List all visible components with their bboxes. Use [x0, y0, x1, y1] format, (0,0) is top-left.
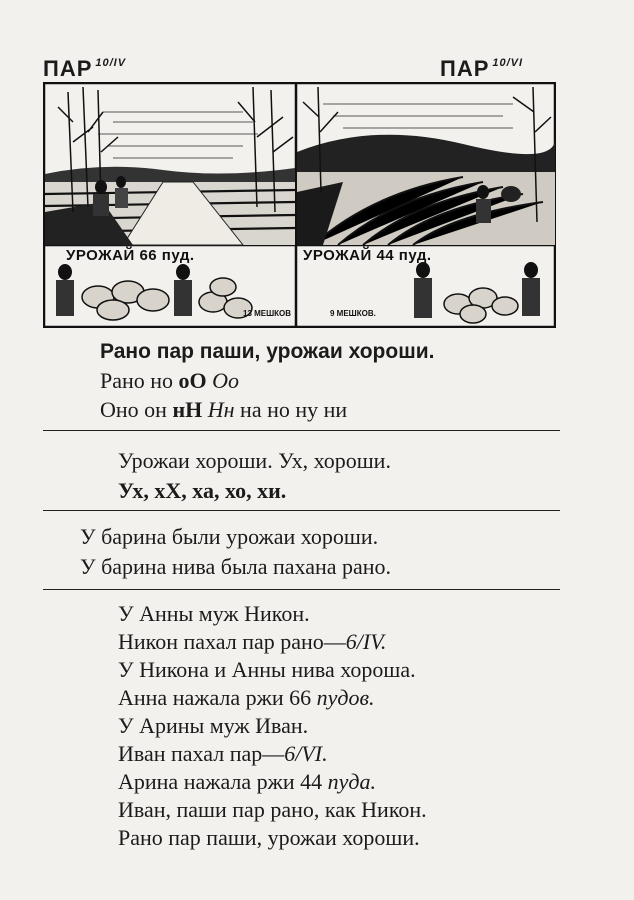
header-left — [43, 56, 126, 82]
s4-line7 — [118, 768, 376, 796]
divider-2 — [43, 510, 560, 511]
divider-1 — [43, 430, 560, 431]
s4-line9: Рано пар паши, урожаи хороши. — [118, 825, 420, 850]
header-left-date: 10/IV — [95, 57, 127, 69]
s1-line2-cursive: Оо — [212, 368, 240, 393]
s4-line4-text: Анна нажала ржи 66 — [118, 685, 317, 710]
s4-line6-text: Иван пахал пар— — [118, 741, 285, 766]
s4-line7-text: Арина нажала ржи 44 — [118, 769, 328, 794]
left-yield-label: УРОЖАЙ 66 пуд. — [66, 247, 195, 264]
s1-line3-cursive: Нн — [207, 397, 235, 422]
s4-line3: У Никона и Анны нива хороша. — [118, 657, 416, 682]
s4-line8: Иван, паши пар рано, как Никон. — [118, 797, 427, 822]
s1-line2 — [100, 367, 239, 395]
s3-line2: У барина нива была пахана рано. — [80, 554, 392, 579]
woodcut-illustration — [43, 82, 556, 328]
s1-line3-text: Оно он — [100, 397, 173, 422]
s4-line6 — [118, 740, 328, 768]
s2-line2: Ух, хХ, ха, хо, хи. — [118, 478, 287, 503]
s4-line4 — [118, 684, 375, 712]
header-right-word: ПАР — [440, 56, 490, 81]
right-yield-label: УРОЖАЙ 44 пуд. — [303, 247, 432, 264]
s3-line1: У барина были урожаи хороши. — [80, 524, 379, 549]
right-bags-label: 9 МЕШКОВ. — [330, 309, 376, 318]
s1-line3 — [100, 396, 347, 424]
s4-line4-unit: пудов. — [316, 685, 375, 710]
left-bags-label: 13 МЕШКОВ — [243, 309, 292, 318]
header-left-word: ПАР — [43, 56, 93, 81]
s2-line1: Урожаи хороши. Ух, хороши. — [118, 448, 391, 473]
s1-line2-text: Рано но — [100, 368, 179, 393]
woodcut-drawing — [43, 82, 556, 328]
s4-line6-date: 6/VI. — [284, 741, 328, 766]
divider-3 — [43, 589, 560, 590]
header-right — [440, 56, 523, 82]
s1-line2-letters: оО — [178, 368, 207, 393]
s4-line7-unit: пуда. — [327, 769, 376, 794]
s4-line5: У Арины муж Иван. — [118, 713, 309, 738]
s1-line3-letters: нН — [172, 397, 203, 422]
s4-line1: У Анны муж Никон. — [118, 601, 310, 626]
s4-line2 — [118, 628, 386, 656]
s4-line2-text: Никон пахал пар рано— — [118, 629, 346, 654]
s4-line2-date: 6/IV. — [345, 629, 387, 654]
s1-line1: Рано пар паши, урожаи хороши. — [100, 340, 435, 363]
s1-line3-syllables: на но ну ни — [234, 397, 348, 422]
header-right-date: 10/VI — [492, 57, 524, 69]
